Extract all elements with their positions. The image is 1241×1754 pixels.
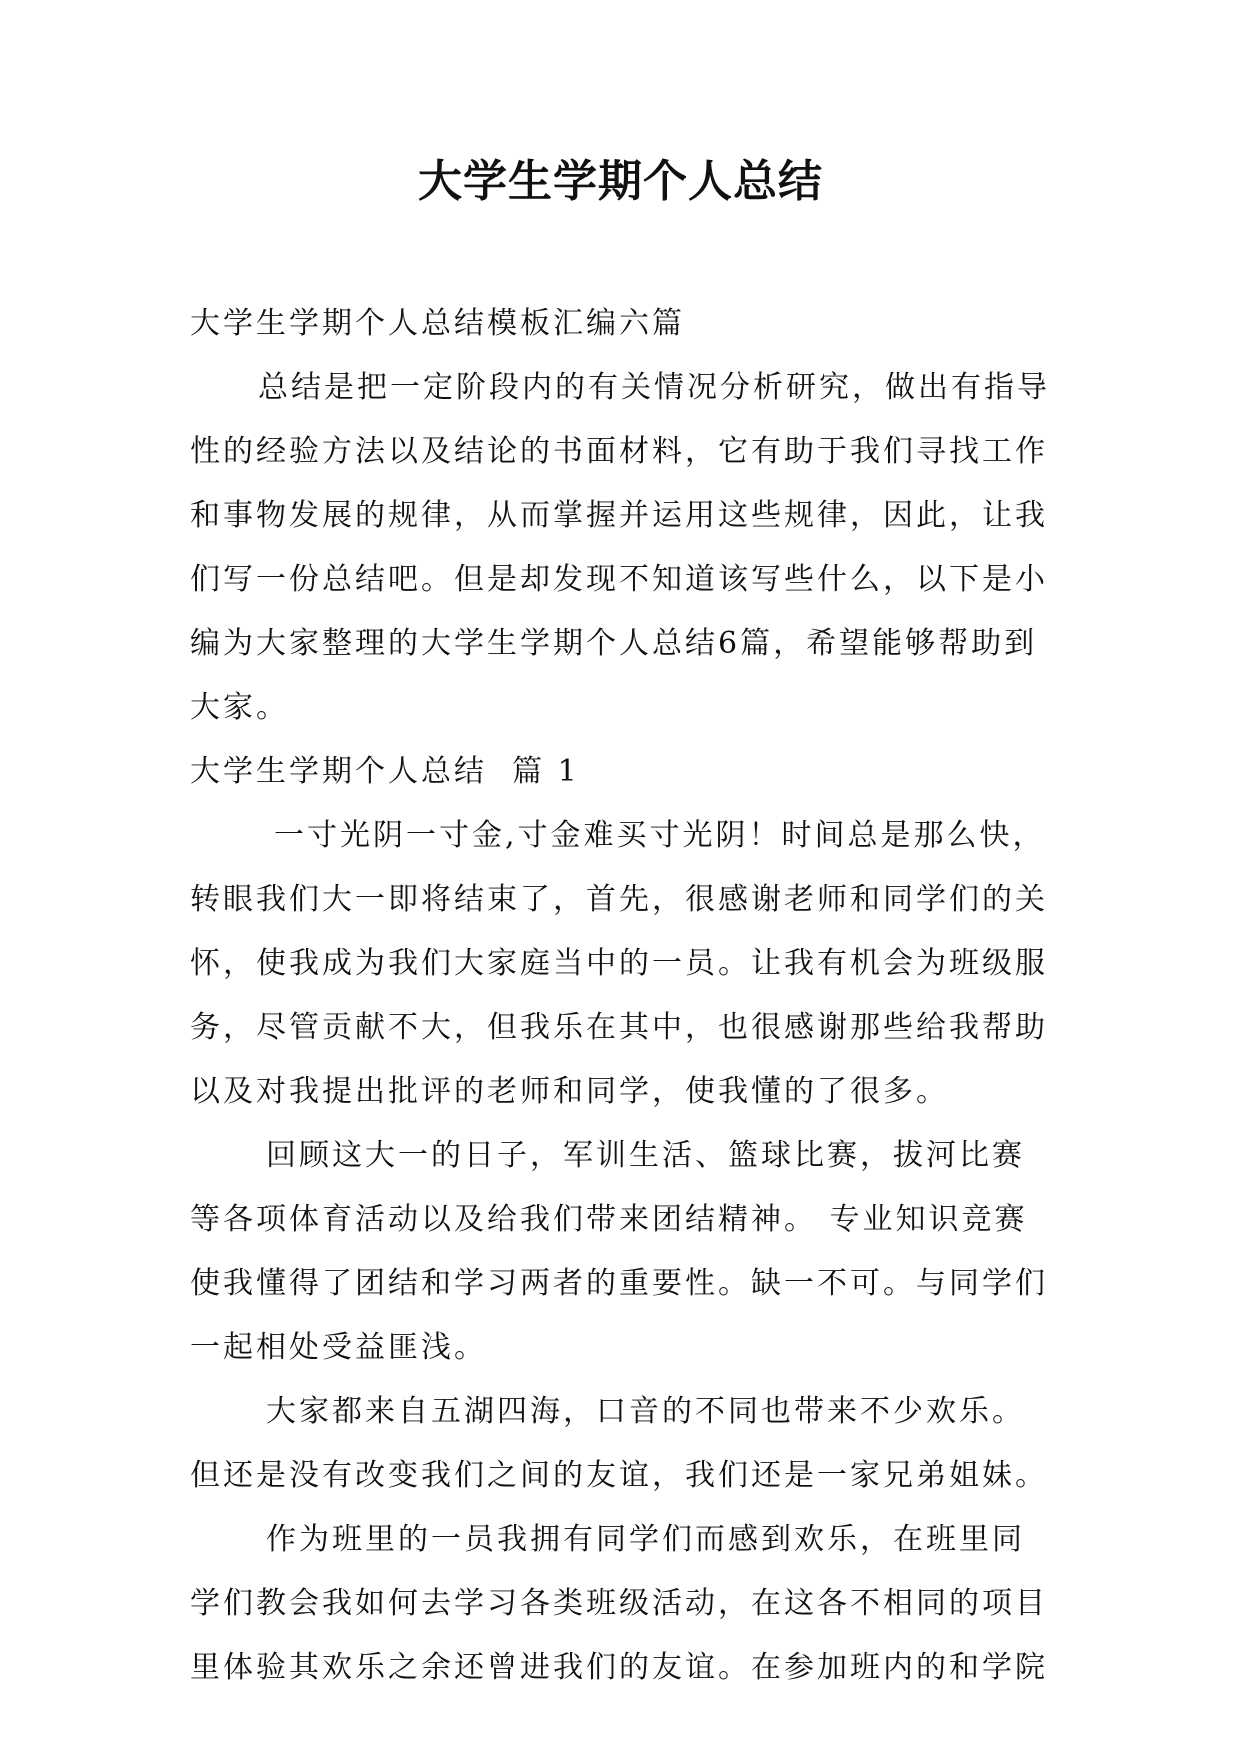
document-title: 大学生学期个人总结 [418, 156, 823, 207]
body-paragraph-3: 大家都来自五湖四海，口音的不同也带来不少欢乐。但还是没有改变我们之间的友谊，我们还是一家兄弟姐妹。 [190, 1394, 1048, 1493]
document-body [190, 292, 1050, 1700]
body-paragraph-4: 作为班里的一员我拥有同学们而感到欢乐，在班里同学们教会我如何去学习各类班级活动，在这各不相同的项目里体验其欢乐之余还曾进我们的友谊。在参加班内的和学院 [190, 1522, 1048, 1685]
intro-paragraph: 总结是把一定阶段内的有关情况分析研究，做出有指导性的经验方法以及结论的书面材料，它有助于我们寻找工作和事物发展的规律，从而掌握并运用这些规律，因此，让我们写一份总结吧。但是却发现不知道该写些什么，以下是小编为大家整理的大学生学期个人总结6篇，希望能够帮助到大家。 [190, 370, 1050, 725]
document-subtitle: 大学生学期个人总结模板汇编六篇 [190, 306, 685, 341]
body-paragraph-1: 一寸光阴一寸金,寸金难买寸光阴！时间总是那么快，转眼我们大一即将结束了，首先，很感谢老师和同学们的关怀，使我成为我们大家庭当中的一员。让我有机会为班级服务，尽管贡献不大，但我乐在其中，也很感谢那些给我帮助以及对我提出批评的老师和同学，使我懂的了很多。 [190, 818, 1048, 1109]
section-heading: 大学生学期个人总结 篇 1 [190, 754, 580, 789]
body-paragraph-2: 回顾这大一的日子，军训生活、篮球比赛，拔河比赛等各项体育活动以及给我们带来团结精神。 专业知识竞赛使我懂得了团结和学习两者的重要性。缺一不可。与同学们一起相处受益匪浅。 [190, 1138, 1048, 1365]
